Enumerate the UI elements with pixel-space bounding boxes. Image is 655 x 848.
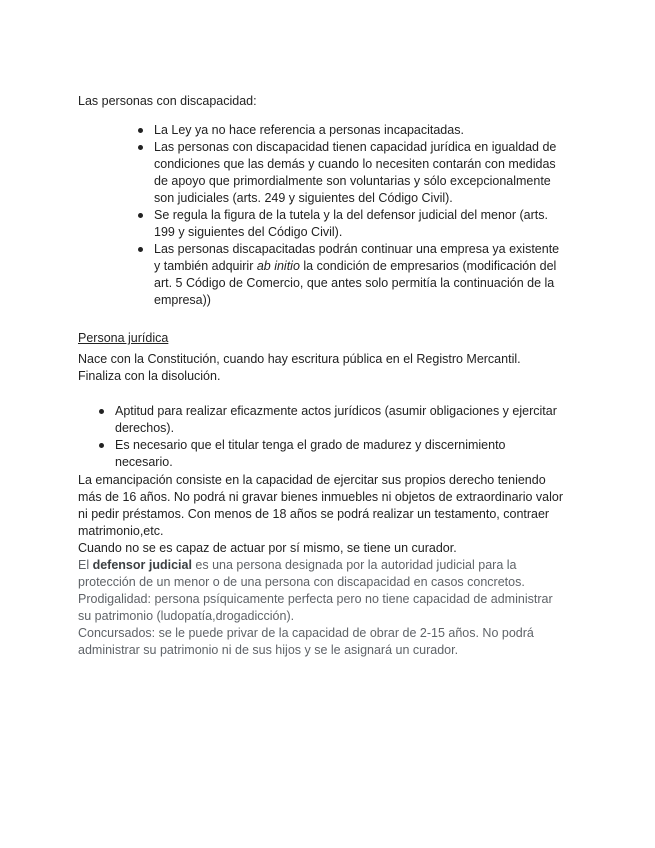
paragraph-line: más de 16 años. No podrá ni gravar bienes inmuebles ni objetos de extraordinario valor — [78, 490, 564, 504]
paragraph-line: Finaliza con la disolución. — [78, 369, 221, 383]
paragraph-line: Nace con la Constitución, cuando hay escritura pública en el Registro Mercantil. — [78, 352, 521, 366]
list-item — [115, 437, 585, 471]
list-item-line — [154, 258, 574, 275]
disability-bullet-list — [154, 122, 574, 309]
list-item-line: condiciones que las demás y cuando lo necesiten contarán con medidas — [154, 157, 556, 171]
list-item-text: la condición de empresarios (modificación del — [299, 259, 557, 273]
list-item — [154, 122, 574, 139]
paragraph-line: Cuando no se es capaz de actuar por sí mismo, se tiene un curador. — [78, 541, 457, 555]
intro-heading: Las personas con discapacidad: — [78, 94, 257, 108]
list-item-line: Las personas discapacitadas podrán continuar una empresa ya existente — [154, 242, 560, 256]
paragraph-line: Prodigalidad: persona psíquicamente perfecta pero no tiene capacidad de administrar — [78, 592, 553, 606]
defensor-judicial-line — [78, 557, 563, 574]
paragraph-line: su patrimonio (ludopatía,drogadicción). — [78, 609, 295, 623]
latin-term: ab initio — [256, 259, 300, 273]
section-title-persona-juridica: Persona jurídica — [78, 331, 169, 345]
defensor-text: es una persona designada por la autoridad judicial para la — [191, 558, 517, 572]
list-item-line: empresa)) — [154, 293, 211, 307]
paragraph-line: La emancipación consiste en la capacidad de ejercitar sus propios derecho teniendo — [78, 473, 546, 487]
defensor-judicial-term: defensor judicial — [92, 558, 192, 572]
paragraph-line: Concursados: se le puede privar de la capacidad de obrar de 2-15 años. No podrá — [78, 626, 534, 640]
list-item-line: son judiciales (arts. 249 y siguientes del Código Civil). — [154, 191, 453, 205]
requirements-bullet-list — [115, 403, 585, 471]
persona-juridica-paragraph — [78, 351, 521, 385]
paragraph-line: matrimonio,etc. — [78, 524, 164, 538]
list-item-line: Aptitud para realizar eficazmente actos jurídicos (asumir obligaciones y ejercitar — [115, 404, 557, 418]
list-item-line: La Ley ya no hace referencia a personas incapacitadas. — [154, 123, 464, 137]
list-item-line: de apoyo que primordialmente son voluntarias y sólo excepcionalmente — [154, 174, 551, 188]
list-item — [154, 207, 574, 241]
list-item-line: derechos). — [115, 421, 175, 435]
list-item-line: Las personas con discapacidad tienen capacidad jurídica en igualdad de — [154, 140, 557, 154]
paragraph-line: administrar su patrimonio ni de sus hijos y se le asignará un curador. — [78, 643, 459, 657]
paragraph-line: ni pedir préstamos. Con menos de 18 años se podrá realizar un testamento, contraer — [78, 507, 550, 521]
list-item — [115, 403, 585, 437]
defensor-prefix: El — [78, 558, 93, 572]
list-item-line: 199 y siguientes del Código Civil). — [154, 225, 343, 239]
list-item-line: necesario. — [115, 455, 173, 469]
list-item-line: Se regula la figura de la tutela y la del defensor judicial del menor (arts. — [154, 208, 548, 222]
list-item — [154, 241, 574, 309]
list-item — [154, 139, 574, 207]
list-item-text: y también adquirir — [154, 259, 257, 273]
paragraph-line: protección de un menor o de una persona con discapacidad en casos concretos. — [78, 575, 525, 589]
list-item-line: Es necesario que el titular tenga el grado de madurez y discernimiento — [115, 438, 506, 452]
body-paragraphs — [78, 472, 563, 659]
list-item-line: art. 5 Código de Comercio, que antes solo permitía la continuación de la — [154, 276, 555, 290]
